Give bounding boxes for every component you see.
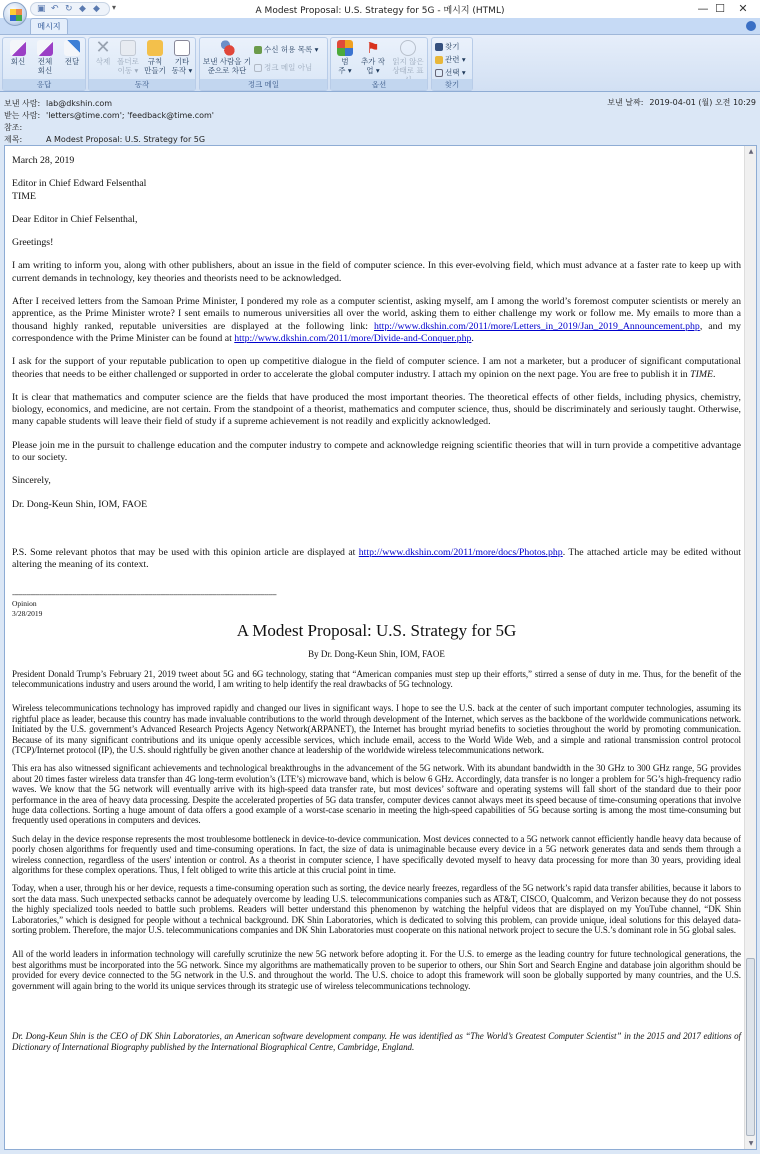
recipient-block: Editor in Chief Edward Felsenthal TIME <box>12 178 147 202</box>
categorize-icon <box>337 40 353 56</box>
redo-icon[interactable]: ↻ <box>65 3 73 14</box>
safe-list-icon <box>254 46 262 54</box>
binoculars-icon <box>435 43 443 51</box>
ribbon-tabs <box>0 18 760 34</box>
categorize-button[interactable]: 범주 ▾ <box>333 40 357 75</box>
not-junk-button[interactable]: 정크 메일 아님 <box>254 62 312 73</box>
group-find <box>431 37 473 91</box>
forward-button[interactable]: 전달 <box>60 40 84 66</box>
related-button[interactable]: 관련 ▾ <box>435 54 466 65</box>
undo-icon[interactable]: ↶ <box>51 3 59 14</box>
article-byline: By Dr. Dong-Keun Shin, IOM, FAOE <box>308 648 445 659</box>
related-icon <box>435 56 443 64</box>
mark-unread-icon <box>400 40 416 56</box>
article-paragraph: President Donald Trump’s February 21, 2019 tweet about 5G and 6G technology, stating that “American companies must step up their efforts,” stirred a sense of duty in me. Thus, for the benefit of the telecommunications industry and users around the world, I am writing to help identify the real drawbacks of 5G technology. <box>12 668 741 689</box>
message-body[interactable] <box>4 145 757 1150</box>
ribbon <box>0 34 760 92</box>
office-logo-icon <box>10 9 22 21</box>
minimize-button[interactable]: — <box>697 2 709 15</box>
article-body <box>12 669 741 1052</box>
letter-paragraph: I ask for the support of your reputable publication to open up competitive dialogue in the field of computer science. I am not a marketer, but a producer of significant computational theories that needs to be either challenged or supported in order to accelerate the global computer industry. I attach my opinion on the next page. You are free to publish it in TIME. <box>12 356 741 380</box>
group-respond <box>2 37 86 91</box>
article-paragraph: Today, when a user, through his or her device, requests a time-consuming operation such as sorting, the device nearly freezes, regardless of the 5G network’s rapid data transfer abilities, because it labors to sort the data mass. Such unexpected setbacks cannot be adequately overcome by leading U.S. telecommunications companies such as AT&T, CISCO, Qualcomm, and Verizon because they do not possess the highly specialized tools needed to battle such problems. Readers will better understand this phenomenon by watching the helpful videos that are displayed on my YouTube channel, “DK Shin Laboratories,” which is designed for people without a technical background. DK Shin Laboratories, which is dedicated to solving this problem, can provide unique, ideal solutions for this delayed data-sorting problem. Therefore, the major U.S. telecommunications companies and DK Shin Laboratories must cooperate on this national network project to secure the U.S.’s dominant role in 5G global sales. <box>12 883 741 936</box>
help-icon[interactable] <box>746 21 756 31</box>
move-folder-icon <box>120 40 136 56</box>
group-options <box>330 37 428 91</box>
author-bio: Dr. Dong-Keun Shin is the CEO of DK Shin Laboratories, an American software development company. He was identified as “The World’s Greatest Computer Scientist” in the 2015 and 2017 editions of Dictionary of International Biography published by the International Biographical Centre, Cambridge, England. <box>12 1031 741 1052</box>
sent-value: 2019-04-01 (월) 오전 10:29 <box>649 98 756 107</box>
letter-paragraph: I am writing to inform you, along with other publishers, about an issue in the field of computer science. In this ever-evolving field, which must advance at a faster rate to keep up with current demands in technology, key theories and theorists need to be acknowledged. <box>12 260 741 284</box>
office-button[interactable] <box>3 2 27 26</box>
previous-icon[interactable]: ◆ <box>79 3 86 14</box>
safe-list-button[interactable]: 수신 허용 목록 ▾ <box>254 44 318 55</box>
photos-link[interactable]: http://www.dkshin.com/2011/more/docs/Photos.php <box>358 546 563 558</box>
reply-all-icon <box>37 40 53 56</box>
letter-paragraph: It is clear that mathematics and computer science are the fields that have produced the most important theories. The theoretical effects of other fields, including physics, chemistry, biology, economics, and medicine, are not certain. From the standpoint of a theorist, mathematics and computer science, thus, should be discriminately and seriously taught. Otherwise, many capable students will leave their field of study if a supreme achievement is not readily and explicitly acknowledged. <box>12 391 741 428</box>
postscript: P.S. Some relevant photos that may be used with this opinion article are displayed at http://www.dkshin.com/2011/more/docs/Photos.php. The attached article may be edited without altering the meaning of its context. <box>12 546 741 571</box>
to-row: 받는 사람: 'letters@time.com'; 'feedback@time.com' <box>4 111 214 120</box>
next-icon[interactable]: ◆ <box>93 3 100 14</box>
signature: Dr. Dong-Keun Shin, IOM, FAOE <box>12 498 148 510</box>
window-title: A Modest Proposal: U.S. Strategy for 5G - 메시지 (HTML) <box>255 6 505 16</box>
create-rule-button[interactable]: 규칙 만들기 <box>142 40 168 75</box>
follow-up-button[interactable]: ⚑ 추가 작업 ▾ <box>360 39 386 75</box>
cursor-icon <box>435 69 443 77</box>
move-to-folder-button[interactable]: 폴더로 이동 ▾ <box>115 40 141 75</box>
block-sender-button[interactable]: 보낸 사람을 기준으로 차단 <box>202 40 252 75</box>
message-header <box>0 93 760 145</box>
vertical-scrollbar[interactable] <box>744 146 756 1149</box>
from-row: 보낸 사람: lab@dkshin.com <box>4 99 113 108</box>
forward-icon <box>64 40 80 56</box>
article-title: A Modest Proposal: U.S. Strategy for 5G <box>236 620 517 640</box>
article-paragraph: This era has also witnessed significant achievements and technological breakthroughs in the advancement of the 5G network. With its abundant bandwidth in the 30 GHz to 300 GHz range, 5G provides about 20 times faster wireless data transfer than 4G long-term evolution’s (LTE’s) microwave band, which is below 6 GHz. Accordingly, data transfer is no longer a problem for 5G’s high-frequency radio waves. We know that the 5G network will eventually arrive with its high-speed data transfer rate, but most devices’ software and operating systems will fall short of the standard due to their poor performance in the area of heavy data processing. Despite the accelerated properties of 5G data transfer, computer devices cannot always meet its speed because of time-consuming operations that involve huge data collections. Sorting a huge amount of data offers a good example of a worst-case scenario in meeting the high-speed capabilities of 5G because sorting is among the most time-consuming but frequently used operations in computers and devices. <box>12 763 741 826</box>
select-button[interactable]: 선택 ▾ <box>435 67 466 78</box>
maximize-button[interactable]: ☐ <box>715 2 725 15</box>
separator: -------------------------------------------------------------------------------------------------------------------------------- <box>12 589 277 599</box>
cc-row: 참조: <box>4 123 23 132</box>
greeting: Greetings! <box>12 237 54 249</box>
subject-value: A Modest Proposal: U.S. Strategy for 5G <box>46 135 206 144</box>
mark-unread-button[interactable]: 읽지 않은 상태로 표 <box>389 40 427 84</box>
flag-icon: ⚑ <box>366 39 380 57</box>
group-label-respond: 응답 <box>3 79 85 90</box>
letter-paragraph: Please join me in the pursuit to challenge education and the computer industry to compete and acknowledge reigning scientific theories that will in turn provide a competitive advantage to our society. <box>12 439 741 464</box>
rule-folder-icon <box>147 40 163 56</box>
group-label-find: 찾기 <box>432 79 472 90</box>
scroll-up-icon[interactable]: ▲ <box>748 148 754 155</box>
from-value[interactable]: lab@dkshin.com <box>46 99 113 108</box>
group-label-junk: 정크 메일 <box>200 79 327 90</box>
reply-all-button[interactable]: 전체 회신 <box>32 40 58 75</box>
article-paragraph: Such delay in the device response represents the most troublesome bottleneck in device-to-device communication. Most devices connected to a 5G network cannot efficiently handle heavy data because of poorly chosen algorithms for frequently used and time-consuming operations. In fact, the size of data is unimaginable because every device in a 5G network generates data and sends them through a wireless connection, regardless of the users' intention or control. As a theorist in computer science, I have specifically devoted myself to heavy data processing for more than 30 years, providing ideal algorithms for these complex operations. Thus, I felt obliged to write this article at this crucial point in time. <box>12 833 741 876</box>
letter-paragraph: After I received letters from the Samoan Prime Minister, I pondered my role as a computer scientist, asking myself, am I among the world’s foremost computer scientists or merely an apprentice, as the Prime Minister wrote? I sent emails to numerous universities all over the world, asking them to either challenge my work or follow me. My emails to more than a thousand highly ranked, reputable universities are displayed at the following link: http://www.dkshin.com/2011/more/Letters_in_2019/Jan_2019_Announcement.php, and my correspondence with the Prime Minister can be found at http://www.dkshin.com/2011/more/Divide-and-Conquer.php. <box>12 296 741 344</box>
cover-letter <box>12 155 741 572</box>
sent-row: 보낸 날짜: 2019-04-01 (월) 오전 10:29 <box>607 98 756 107</box>
to-value[interactable]: 'letters@time.com'; 'feedback@time.com' <box>46 111 214 120</box>
reply-button[interactable]: 회신 <box>6 40 30 66</box>
customize-toolbar-icon[interactable]: ▾ <box>112 3 117 12</box>
article-paragraph: All of the world leaders in information technology will carefully scrutinize the new 5G network before adopting it. For the U.S. to emerge as the leading country for future technological generations, the best algorithms must be incorporated into the 5G network. Since my algorithms are mathematically proven to be superior to others, our Shin Sort and Search Engine and database join algorithm should be provided for every device connected to the 5G network in the U.S. and throughout the world. The U.S. choice to adopt this framework will soon be globally supported by many countries, and the U.S. government will again bring to the world its unique services through its strategic use of wireless telecommunications technology. <box>12 949 741 991</box>
announcement-link[interactable]: http://www.dkshin.com/2011/more/Letters_in_2019/Jan_2019_Announcement.php <box>374 320 700 332</box>
divide-and-conquer-link[interactable]: http://www.dkshin.com/2011/more/Divide-and-Conquer.php <box>234 332 472 344</box>
scrollbar-thumb[interactable] <box>746 958 755 1136</box>
group-junk-mail <box>199 37 328 91</box>
article-paragraph: Wireless telecommunications technology has improved rapidly and changed our lives in significant ways. I hope to see the U.S. back at the center of such important computer technologies, assuming its rightful place as leader, because this country has made invaluable contributions to the world through development of the Internet, which serves as the backbone of the worldwide communications network. Initiated by the U.S. government’s Advanced Research Projects Agency Network(ARPANET), the Internet has brought myriad benefits to societies throughout the world by promoting communication. Because of its many significant contributions and its unique openly accessible services, which include email, access to the World Wide Web, and a simple and rational transmission control protocol (TCP)/Internet protocol (IP), the U.S. should rightfully be given another chance at leadership of the worldwide wireless telecommunications network. <box>12 703 741 755</box>
group-actions <box>88 37 196 91</box>
close-button[interactable]: ✕ <box>738 2 748 15</box>
other-actions-icon <box>174 40 190 56</box>
subject-row: 제목: A Modest Proposal: U.S. Strategy for 5G <box>4 135 206 144</box>
group-label-actions: 동작 <box>89 79 195 90</box>
tab-message[interactable]: 메시지 <box>30 18 68 34</box>
article-section: Opinion <box>12 598 37 608</box>
other-actions-button[interactable]: 기타 동작 ▾ <box>169 40 195 75</box>
scroll-down-icon[interactable]: ▼ <box>748 1140 754 1147</box>
not-junk-icon <box>254 64 262 72</box>
save-icon[interactable]: ▣ <box>37 3 46 14</box>
find-button[interactable]: 찾기 <box>435 41 460 52</box>
closing: Sincerely, <box>12 475 51 487</box>
title-bar <box>0 0 760 18</box>
block-sender-icon <box>219 40 235 56</box>
letter-date: March 28, 2019 <box>12 155 75 166</box>
article-date: 3/28/2019 <box>12 608 43 618</box>
delete-button[interactable]: ✕ 삭제 <box>95 37 111 66</box>
delete-x-icon: ✕ <box>95 37 111 58</box>
reply-icon <box>10 40 26 56</box>
salutation: Dear Editor in Chief Felsenthal, <box>12 213 138 225</box>
group-label-options: 옵션 <box>331 79 427 90</box>
